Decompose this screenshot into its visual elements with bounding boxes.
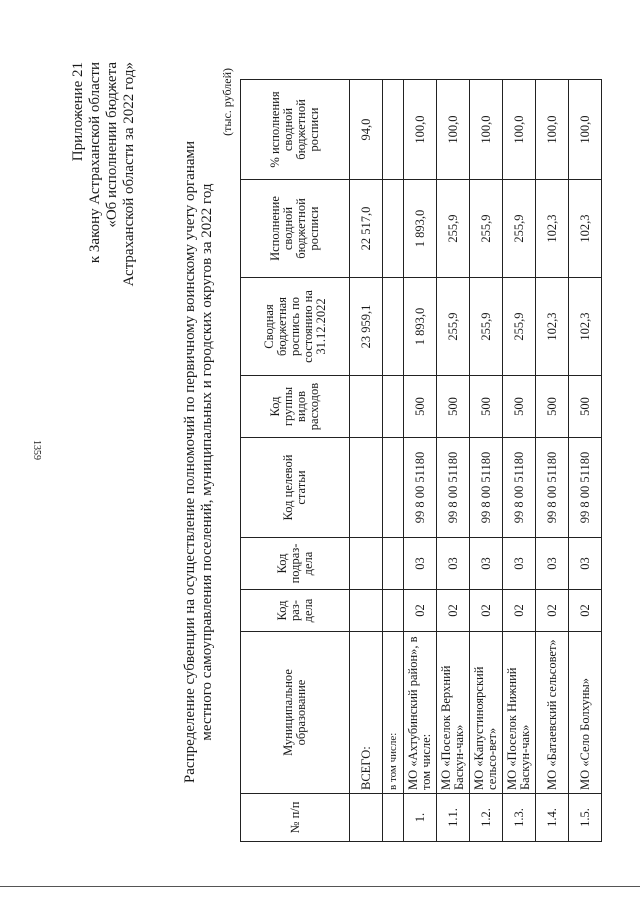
total-pct: 94,0 [350, 80, 383, 180]
row-vr: 500 [569, 376, 602, 438]
row-razdel: 02 [503, 590, 536, 632]
row-fact: 255,9 [503, 180, 536, 278]
table-row [404, 80, 437, 842]
row-cs: 99 8 00 51180 [536, 438, 569, 538]
row-fact: 102,3 [536, 180, 569, 278]
row-razdel: 02 [437, 590, 470, 632]
header-cell: Код подраз-дела [241, 538, 350, 590]
row-cs: 99 8 00 51180 [503, 438, 536, 538]
row-vr: 500 [470, 376, 503, 438]
table-row [503, 80, 536, 842]
row-razdel: 02 [470, 590, 503, 632]
table-row [536, 80, 569, 842]
row-pct: 100,0 [569, 80, 602, 180]
row-vr: 500 [503, 376, 536, 438]
row-fact: 1 893,0 [404, 180, 437, 278]
subvention-table [240, 79, 602, 842]
row-vr: 500 [404, 376, 437, 438]
header-cell: % исполнения сводной бюджетной росписи [241, 80, 350, 180]
total-fact: 22 517,0 [350, 180, 383, 278]
header-cell: Муниципальное образование [241, 632, 350, 794]
row-number: 1.3. [503, 794, 536, 842]
appendix-header [70, 62, 138, 362]
row-vr: 500 [437, 376, 470, 438]
document-title [182, 82, 216, 842]
row-number: 1. [404, 794, 437, 842]
header-cell: Код целевой статьи [241, 438, 350, 538]
row-plan: 102,3 [569, 278, 602, 376]
page-bottom-rule [0, 886, 640, 887]
header-cell: Код раз-дела [241, 590, 350, 632]
row-podrazdel: 03 [404, 538, 437, 590]
row-number: 1.1. [437, 794, 470, 842]
header-cell: Код группы видов расходов [241, 376, 350, 438]
rotated-content [70, 62, 630, 842]
table-row [569, 80, 602, 842]
row-name: МО «Капустиноярский сельсо-вет» [470, 632, 503, 794]
header-cell: № п/п [241, 794, 350, 842]
including-row [383, 80, 404, 842]
appendix-line: Астраханской области за 2022 год» [121, 62, 137, 287]
row-razdel: 02 [404, 590, 437, 632]
table-header-row [241, 80, 350, 842]
row-cs: 99 8 00 51180 [569, 438, 602, 538]
page-number: 1359 [31, 440, 42, 460]
row-cs: 99 8 00 51180 [470, 438, 503, 538]
row-plan: 255,9 [503, 278, 536, 376]
row-podrazdel: 03 [536, 538, 569, 590]
row-name: МО «Ахтубинский район», в том числе: [404, 632, 437, 794]
row-razdel: 02 [536, 590, 569, 632]
row-fact: 255,9 [470, 180, 503, 278]
row-plan: 255,9 [437, 278, 470, 376]
total-plan: 23 959,1 [350, 278, 383, 376]
row-pct: 100,0 [404, 80, 437, 180]
row-cs: 99 8 00 51180 [437, 438, 470, 538]
appendix-line: к Закону Астраханской области [87, 62, 103, 264]
row-podrazdel: 03 [503, 538, 536, 590]
row-plan: 1 893,0 [404, 278, 437, 376]
row-number: 1.2. [470, 794, 503, 842]
title-line: местного самоуправления поселений, муниципальных и городских округов за 2022 год [199, 183, 215, 741]
row-fact: 255,9 [437, 180, 470, 278]
table-row [470, 80, 503, 842]
including-label: в том числе: [383, 632, 404, 794]
appendix-line: «Об исполнении бюджета [104, 62, 120, 228]
row-pct: 100,0 [437, 80, 470, 180]
row-name: МО «Село Болхуны» [569, 632, 602, 794]
row-vr: 500 [536, 376, 569, 438]
row-podrazdel: 03 [470, 538, 503, 590]
row-plan: 255,9 [470, 278, 503, 376]
row-cs: 99 8 00 51180 [404, 438, 437, 538]
total-row [350, 80, 383, 842]
row-podrazdel: 03 [437, 538, 470, 590]
row-number: 1.5. [569, 794, 602, 842]
units-label: (тыс. рублей) [220, 68, 234, 136]
appendix-line: Приложение 21 [70, 62, 86, 162]
row-name: МО «Поселок Нижний Баскун-чак» [503, 632, 536, 794]
row-pct: 100,0 [470, 80, 503, 180]
row-podrazdel: 03 [569, 538, 602, 590]
row-pct: 100,0 [536, 80, 569, 180]
row-pct: 100,0 [503, 80, 536, 180]
row-fact: 102,3 [569, 180, 602, 278]
row-number: 1.4. [536, 794, 569, 842]
title-line: Распределение субвенции на осуществление полномочий по первичному воинскому учету органами [182, 140, 198, 784]
header-cell: Исполнение сводной бюджетной росписи [241, 180, 350, 278]
header-cell: Сводная бюджетная роспись по состоянию на 31.12.2022 [241, 278, 350, 376]
row-plan: 102,3 [536, 278, 569, 376]
row-name: МО «Батаевский сельсовет» [536, 632, 569, 794]
row-razdel: 02 [569, 590, 602, 632]
table-row [437, 80, 470, 842]
row-name: МО «Поселок Верхний Баскун-чак» [437, 632, 470, 794]
total-label: ВСЕГО: [350, 632, 383, 794]
